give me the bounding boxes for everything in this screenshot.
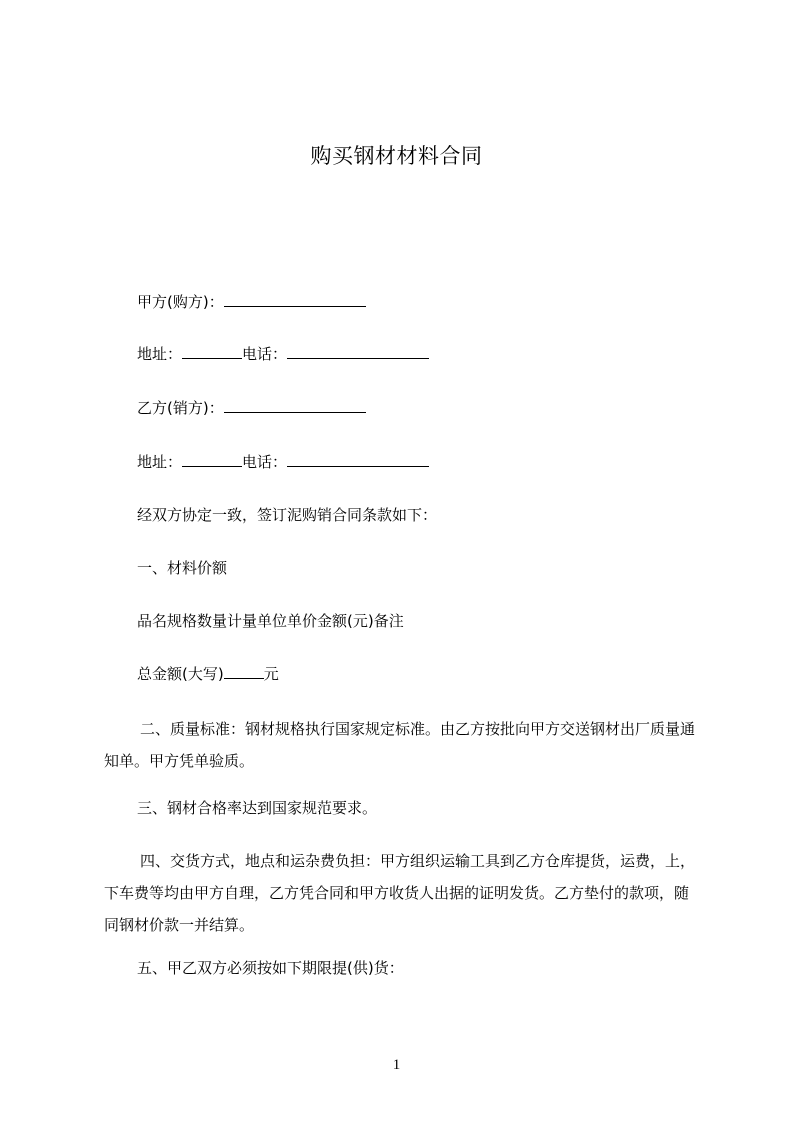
party-a-contact-line	[137, 343, 429, 365]
section1-heading: 一、材料价额	[137, 559, 228, 577]
party-b-name-blank	[224, 398, 366, 413]
section3-paragraph: 三、钢材合格率达到国家规范要求。	[137, 799, 378, 817]
party-a-phone-label: 电话：	[242, 345, 288, 363]
party-b-line	[137, 397, 366, 419]
material-table-header: 品名规格数量计量单位单价金额(元)备注	[137, 612, 404, 630]
party-a-name-blank	[224, 292, 366, 307]
party-a-address-blank	[182, 344, 242, 359]
section2-paragraph: 二、质量标准：钢材规格执行国家规定标准。由乙方按批向甲方交送钢材出厂质量通知单。甲方凭单验质。	[104, 720, 696, 770]
party-b-label: 乙方(销方)：	[137, 399, 224, 417]
total-amount-line	[137, 663, 279, 685]
total-amount-blank	[224, 664, 264, 679]
section5-paragraph: 五、甲乙双方必须按如下期限提(供)货：	[137, 959, 404, 977]
party-a-phone-blank	[287, 344, 429, 359]
party-b-address-blank	[182, 452, 242, 467]
party-b-phone-blank	[287, 452, 429, 467]
party-a-line	[137, 291, 366, 313]
party-a-label: 甲方(购方)：	[137, 293, 224, 311]
page-title: 购买钢材材料合同	[310, 144, 483, 168]
page-number: 1	[392, 1057, 401, 1073]
party-b-phone-label: 电话：	[242, 453, 288, 471]
party-b-address-label: 地址：	[137, 453, 183, 471]
total-amount-unit: 元	[263, 665, 279, 683]
party-a-address-label: 地址：	[137, 345, 183, 363]
total-amount-label: 总金额(大写)	[137, 665, 224, 683]
party-b-contact-line	[137, 451, 429, 473]
section4-paragraph: 四、交货方式，地点和运杂费负担：甲方组织运输工具到乙方仓库提货，运费，上，下车费等均由甲方自理，乙方凭合同和甲方收货人出据的证明发货。乙方垫付的款项，随同钢材价款一并结算。	[104, 852, 696, 934]
intro-paragraph: 经双方协定一致，签订泥购销合同条款如下：	[137, 506, 438, 524]
